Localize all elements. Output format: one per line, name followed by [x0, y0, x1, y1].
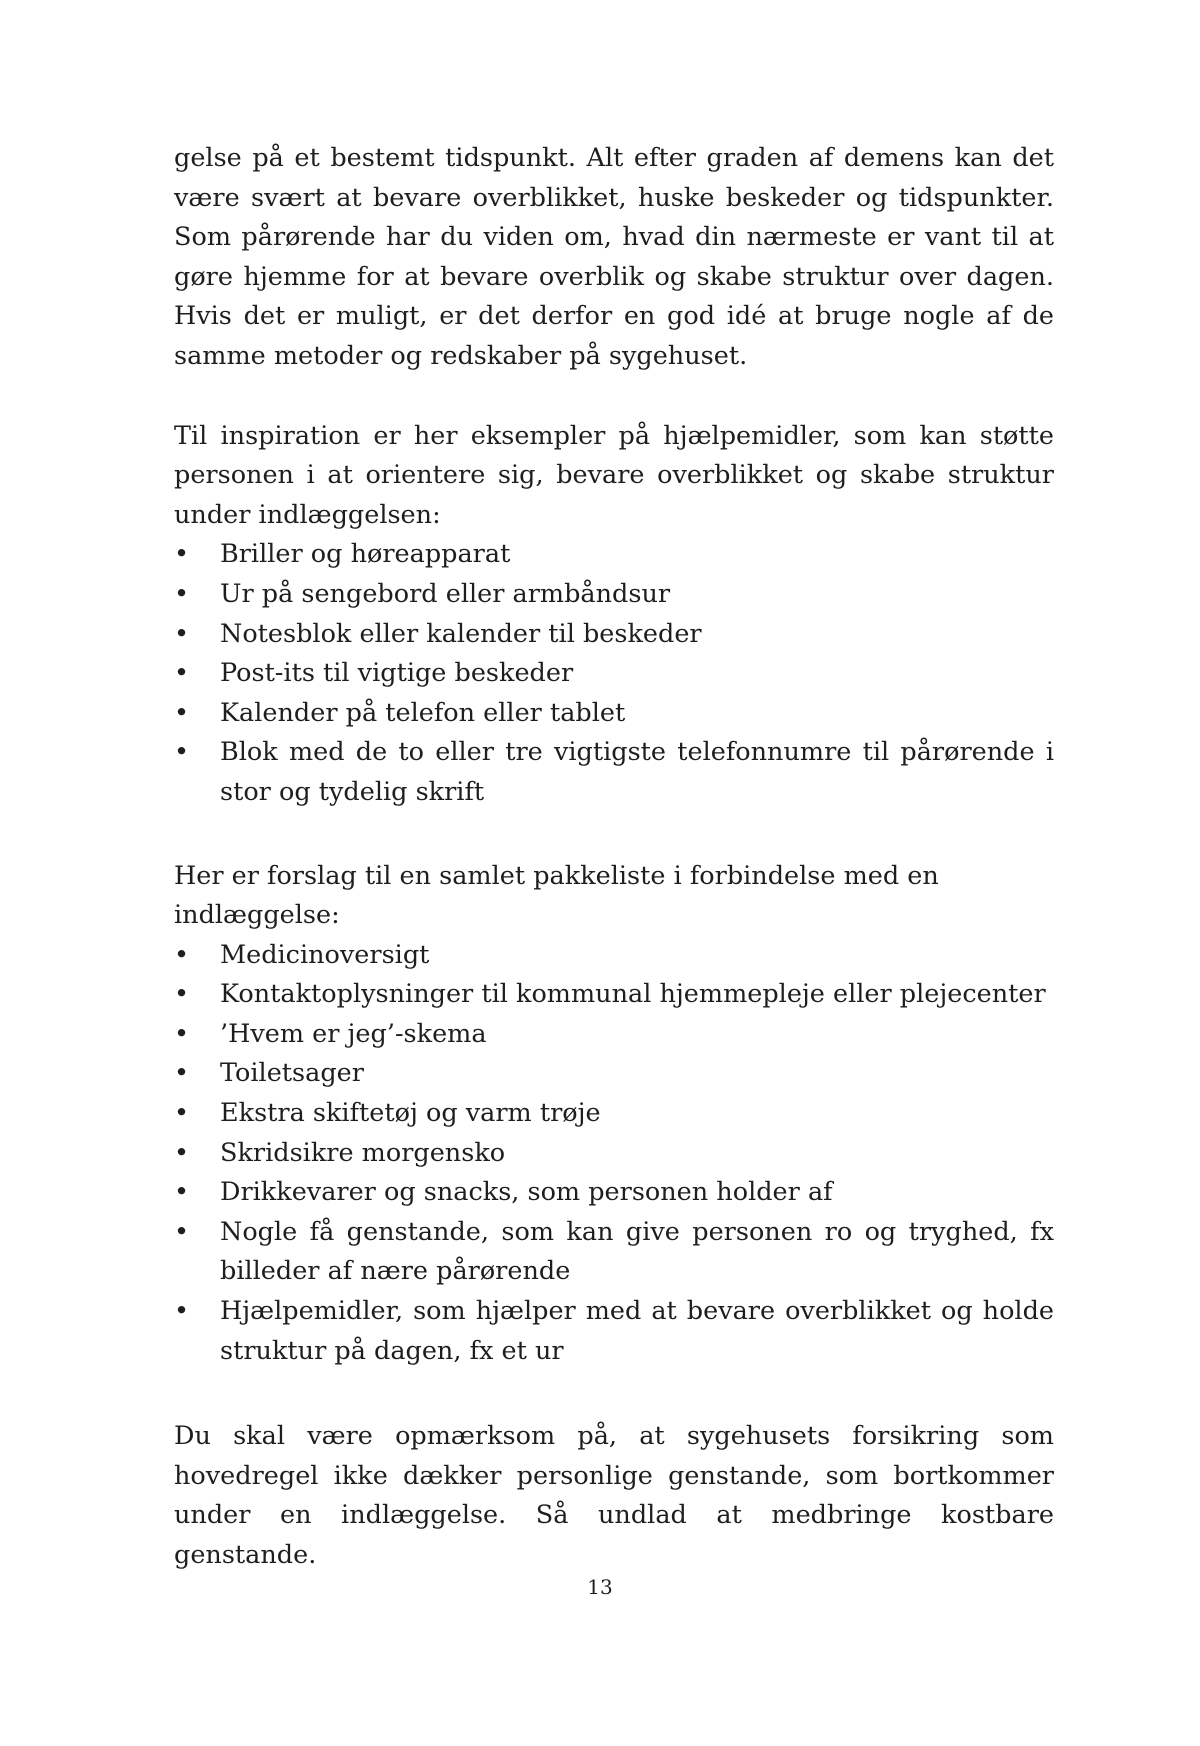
bullet-icon: •: [174, 1018, 190, 1049]
packing-list-item: [174, 1015, 1054, 1055]
list-item-text: Notesblok eller kalender til beskeder: [220, 618, 702, 649]
inspiration-paragraph: Til inspiration er her eksempler på hjælpemidler, som kan støtte personen i at orientere sig, bevare overblikket og skabe struktur under indlæggelsen:: [174, 420, 1054, 530]
list-item-text: Toiletsager: [220, 1058, 364, 1089]
bullet-icon: •: [174, 1058, 190, 1089]
list-item-text: Kontaktoplysninger til kommunal hjemmepleje eller plejecenter: [220, 979, 1046, 1010]
packing-list-item: [174, 1094, 1054, 1134]
list-item-text: Blok med de to eller tre vigtigste telefonnumre til pårørende i stor og tydelig skrift: [220, 737, 1054, 807]
aids-list-item: [174, 733, 1054, 812]
bullet-icon: •: [174, 1177, 190, 1208]
bullet-icon: •: [174, 578, 190, 609]
aids-list-item: [174, 694, 1054, 734]
packing-list-item: [174, 1054, 1054, 1094]
list-item-text: Post-its til vigtige beskeder: [220, 658, 574, 689]
list-item-text: Kalender på telefon eller tablet: [220, 697, 626, 728]
list-item-text: Briller og høreapparat: [220, 539, 511, 570]
bullet-icon: •: [174, 737, 190, 768]
list-item-text: Medicinoversigt: [220, 939, 430, 970]
packing-intro-paragraph: Her er forslag til en samlet pakkeliste i forbindelse med en indlæggelse:: [174, 860, 939, 931]
list-item-text: Drikkevarer og snacks, som personen holder af: [220, 1177, 833, 1208]
aids-list-item: [174, 615, 1054, 655]
bullet-icon: •: [174, 539, 190, 570]
bullet-icon: •: [174, 697, 190, 728]
list-item-text: Nogle få genstande, som kan give personen ro og tryghed, fx billeder af nære pårørende: [220, 1216, 1054, 1287]
intro-paragraph: gelse på et bestemt tidspunkt. Alt efter graden af demens kan det være svært at bevare overblikket, huske beskeder og tidspunkter. Som pårørende har du viden om, hvad din nærmeste er vant til at gøre hjemme for at bevare overblik og skabe struktur over dagen. Hvis det er muligt, er det derfor en god idé at bruge nogle af de samme metoder og redskaber på sygehuset.: [174, 143, 1054, 371]
bullet-icon: •: [174, 979, 190, 1010]
packing-list-item: [174, 1134, 1054, 1174]
bullet-icon: •: [174, 939, 190, 970]
packing-list: [174, 936, 1054, 1372]
packing-list-item: [174, 975, 1054, 1015]
aids-list-item: [174, 535, 1054, 575]
insurance-paragraph: Du skal være opmærksom på, at sygehusets forsikring som hovedregel ikke dækker personlige genstande, som bortkommer under en indlæggelse. Så undlad at medbringe kostbare genstande.: [174, 1421, 1054, 1570]
list-item-text: Skridsikre morgensko: [220, 1137, 506, 1168]
bullet-icon: •: [174, 1098, 190, 1129]
bullet-icon: •: [174, 1137, 190, 1168]
aids-list-item: [174, 654, 1054, 694]
bullet-icon: •: [174, 1296, 190, 1327]
aids-list: [174, 535, 1054, 812]
list-item-text: ’Hvem er jeg’-skema: [220, 1018, 487, 1049]
packing-list-item: [174, 1213, 1054, 1292]
packing-list-item: [174, 1173, 1054, 1213]
list-item-text: Hjælpemidler, som hjælper med at bevare overblikket og holde struktur på dagen, fx et ur: [220, 1296, 1054, 1366]
page-content: [174, 139, 1054, 1576]
bullet-icon: •: [174, 1216, 190, 1247]
page-number: 13: [587, 1575, 613, 1599]
list-item-text: Ur på sengebord eller armbåndsur: [220, 578, 671, 609]
aids-list-item: [174, 575, 1054, 615]
bullet-icon: •: [174, 618, 190, 649]
bullet-icon: •: [174, 658, 190, 689]
packing-list-item: [174, 1292, 1054, 1371]
packing-list-item: [174, 936, 1054, 976]
list-item-text: Ekstra skiftetøj og varm trøje: [220, 1098, 601, 1129]
